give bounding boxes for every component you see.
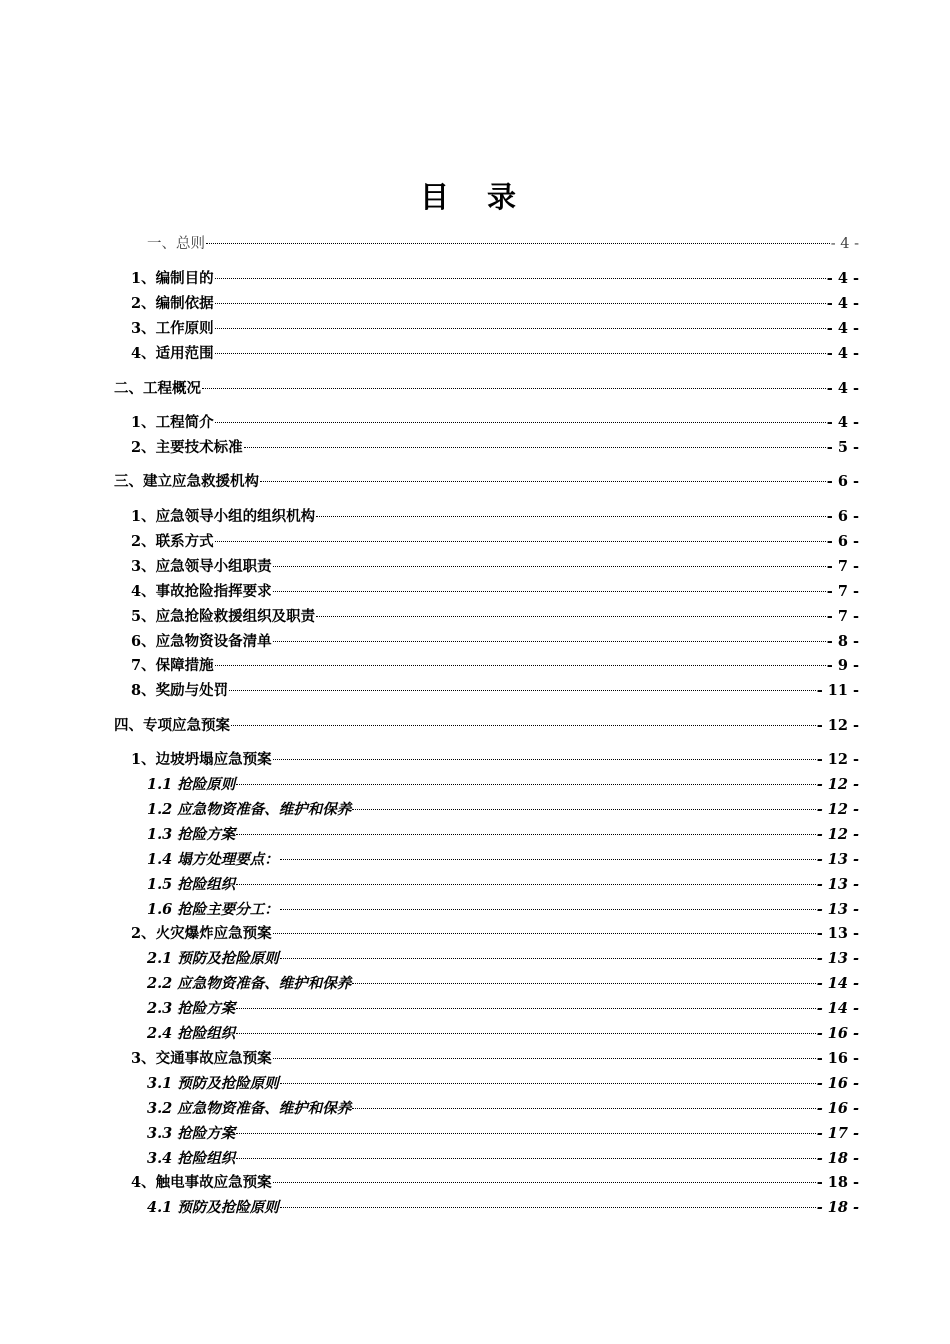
toc-entry-page-number: - 12 -: [816, 801, 859, 818]
dot-leader: [236, 1033, 815, 1034]
toc-entry-page-number: - 13 -: [816, 876, 859, 893]
dot-leader: [231, 725, 816, 726]
toc-entry[interactable]: [147, 1123, 859, 1145]
toc-entry[interactable]: [147, 1197, 859, 1219]
toc-entry[interactable]: [131, 1172, 859, 1194]
toc-entry-page-number: - 12 -: [816, 826, 859, 843]
toc-entry-page-number: - 4 -: [826, 380, 859, 397]
toc-entry[interactable]: [131, 412, 859, 434]
toc-entry-page-number: - 6 -: [826, 508, 859, 525]
toc-entry-label: 一、总则: [147, 236, 205, 252]
toc-entry[interactable]: [147, 899, 859, 921]
toc-entry[interactable]: [147, 1073, 859, 1095]
toc-title: 目 录: [419, 180, 531, 214]
toc-entry[interactable]: [131, 581, 859, 603]
toc-entry-page-number: - 18 -: [816, 1199, 859, 1216]
toc-entry-page-number: - 5 -: [826, 439, 859, 456]
toc-entry-label: 4、适用范围: [131, 345, 214, 362]
toc-entry-page-number: - 7 -: [826, 608, 859, 625]
toc-entry[interactable]: [147, 973, 859, 995]
toc-entry-label: 7、保障措施: [131, 657, 214, 674]
toc-entry-label: 3、工作原则: [131, 320, 214, 337]
toc-entry-label: 1.3 抢险方案: [147, 826, 236, 843]
toc-entry[interactable]: [131, 437, 859, 459]
toc-entry-label: 3.4 抢险组织: [147, 1150, 236, 1167]
toc-entry[interactable]: [147, 998, 859, 1020]
dot-leader: [215, 278, 826, 279]
toc-entry-label: 2.4 抢险组织: [147, 1025, 236, 1042]
toc-entry-page-number: - 6 -: [826, 533, 859, 550]
toc-entry-label: 1、边坡坍塌应急预案: [131, 751, 272, 768]
toc-entry-label: 3、应急领导小组职责: [131, 558, 272, 575]
dot-leader: [229, 690, 816, 691]
toc-entry[interactable]: [147, 824, 859, 846]
toc-entry-page-number: - 9 -: [826, 657, 859, 674]
toc-entry[interactable]: [131, 1048, 859, 1070]
toc-entry-page-number: - 18 -: [816, 1150, 859, 1167]
dot-leader: [236, 784, 815, 785]
toc-entry[interactable]: [147, 233, 859, 255]
toc-entry-page-number: - 14 -: [816, 1000, 859, 1017]
toc-entry-label: 1.1 抢险原则: [147, 776, 236, 793]
dot-leader: [273, 1058, 816, 1059]
dot-leader: [206, 243, 830, 244]
toc-entry-page-number: - 14 -: [816, 975, 859, 992]
toc-entry[interactable]: [147, 1023, 859, 1045]
toc-entry[interactable]: [131, 506, 859, 528]
toc-entry-label: 4、触电事故应急预案: [131, 1174, 272, 1191]
toc-entry-page-number: - 16 -: [816, 1075, 859, 1092]
toc-entry-label: 2、联系方式: [131, 533, 214, 550]
toc-entry-label: 二、工程概况: [114, 380, 201, 397]
toc-entry-label: 2.2 应急物资准备、维护和保养: [147, 975, 352, 992]
toc-entry[interactable]: [147, 849, 859, 871]
toc-entry[interactable]: [131, 655, 859, 677]
toc-entry-label: 2、主要技术标准: [131, 439, 243, 456]
toc-entry-label: 1、工程简介: [131, 414, 214, 431]
toc-entry-page-number: - 13 -: [816, 901, 859, 918]
toc-entry-label: 2.1 预防及抢险原则: [147, 950, 279, 967]
dot-leader: [236, 1158, 815, 1159]
toc-entry[interactable]: [147, 774, 859, 796]
toc-entry-label: 1.4 塌方处理要点：: [147, 851, 279, 868]
toc-entry[interactable]: [131, 923, 859, 945]
toc-entry-label: 1.5 抢险组织: [147, 876, 236, 893]
dot-leader: [236, 1133, 815, 1134]
toc-entry[interactable]: [114, 471, 859, 493]
toc-entry-label: 4、事故抢险指挥要求: [131, 583, 272, 600]
toc-entry-page-number: - 13 -: [816, 925, 859, 942]
toc-entry-page-number: - 12 -: [816, 717, 859, 734]
toc-entry-label: 2、火灾爆炸应急预案: [131, 925, 272, 942]
toc-entry-page-number: - 4 -: [830, 236, 859, 252]
toc-entry[interactable]: [114, 715, 859, 737]
toc-entry-page-number: - 13 -: [816, 851, 859, 868]
dot-leader: [316, 616, 826, 617]
dot-leader: [236, 834, 815, 835]
dot-leader: [215, 353, 826, 354]
toc-entry-label: 1.2 应急物资准备、维护和保养: [147, 801, 352, 818]
dot-leader: [352, 1108, 815, 1109]
dot-leader: [273, 1182, 816, 1183]
toc-entry-page-number: - 16 -: [816, 1100, 859, 1117]
dot-leader: [236, 884, 815, 885]
toc-entry[interactable]: [131, 631, 859, 653]
dot-leader: [273, 933, 816, 934]
toc-entry-label: 6、应急物资设备清单: [131, 633, 272, 650]
toc-entry-label: 1.6 抢险主要分工：: [147, 901, 279, 918]
toc-entry-page-number: - 11 -: [816, 682, 859, 699]
dot-leader: [280, 1083, 816, 1084]
dot-leader: [273, 641, 826, 642]
dot-leader: [352, 983, 815, 984]
toc-entry[interactable]: [131, 749, 859, 771]
toc-entry-label: 四、专项应急预案: [114, 717, 230, 734]
dot-leader: [215, 665, 826, 666]
toc-entry-page-number: - 12 -: [816, 776, 859, 793]
dot-leader: [352, 809, 815, 810]
toc-entry-label: 3.3 抢险方案: [147, 1125, 236, 1142]
dot-leader: [215, 328, 826, 329]
dot-leader: [215, 422, 826, 423]
toc-entry[interactable]: [147, 1098, 859, 1120]
dot-leader: [280, 859, 816, 860]
toc-entry[interactable]: [131, 606, 859, 628]
dot-leader: [273, 759, 816, 760]
dot-leader: [215, 541, 826, 542]
toc-entry[interactable]: [131, 268, 859, 290]
dot-leader: [316, 516, 826, 517]
toc-entry-page-number: - 7 -: [826, 583, 859, 600]
toc-entry-label: 三、建立应急救援机构: [114, 473, 259, 490]
toc-entry[interactable]: [131, 293, 859, 315]
toc-entry-page-number: - 12 -: [816, 751, 859, 768]
dot-leader: [280, 958, 816, 959]
dot-leader: [260, 481, 826, 482]
toc-entry[interactable]: [131, 318, 859, 340]
toc-entry-label: 2、编制依据: [131, 295, 214, 312]
toc-entry-page-number: - 4 -: [826, 295, 859, 312]
dot-leader: [244, 447, 826, 448]
toc-entry-label: 5、应急抢险救援组织及职责: [131, 608, 316, 625]
dot-leader: [280, 909, 816, 910]
toc-entry[interactable]: [131, 343, 859, 365]
toc-entry-label: 3.1 预防及抢险原则: [147, 1075, 279, 1092]
dot-leader: [215, 303, 826, 304]
toc-entry[interactable]: [114, 378, 859, 400]
toc-entry-page-number: - 16 -: [816, 1025, 859, 1042]
dot-leader: [273, 566, 826, 567]
toc-entry[interactable]: [131, 531, 859, 553]
toc-entry-label: 1、应急领导小组的组织机构: [131, 508, 316, 525]
dot-leader: [236, 1008, 815, 1009]
toc-entry[interactable]: [147, 799, 859, 821]
dot-leader: [280, 1207, 816, 1208]
toc-entry[interactable]: [147, 948, 859, 970]
toc-entry-page-number: - 4 -: [826, 414, 859, 431]
toc-entry-page-number: - 16 -: [816, 1050, 859, 1067]
toc-entry-page-number: - 4 -: [826, 270, 859, 287]
toc-entry-page-number: - 7 -: [826, 558, 859, 575]
toc-entry-page-number: - 6 -: [826, 473, 859, 490]
dot-leader: [202, 388, 826, 389]
toc-entry-page-number: - 4 -: [826, 345, 859, 362]
dot-leader: [273, 591, 826, 592]
toc-entry[interactable]: [131, 556, 859, 578]
toc-entry-label: 2.3 抢险方案: [147, 1000, 236, 1017]
toc-entry-label: 3.2 应急物资准备、维护和保养: [147, 1100, 352, 1117]
toc-entry-label: 1、编制目的: [131, 270, 214, 287]
toc-entry-label: 4.1 预防及抢险原则: [147, 1199, 279, 1216]
toc-entry[interactable]: [147, 874, 859, 896]
toc-entry-page-number: - 17 -: [816, 1125, 859, 1142]
toc-entry-label: 8、奖励与处罚: [131, 682, 229, 699]
toc-entry[interactable]: [147, 1148, 859, 1170]
toc-entry-page-number: - 4 -: [826, 320, 859, 337]
toc-entry[interactable]: [131, 680, 859, 702]
toc-entry-page-number: - 18 -: [816, 1174, 859, 1191]
toc-entry-page-number: - 13 -: [816, 950, 859, 967]
toc-entry-label: 3、交通事故应急预案: [131, 1050, 272, 1067]
toc-entry-page-number: - 8 -: [826, 633, 859, 650]
